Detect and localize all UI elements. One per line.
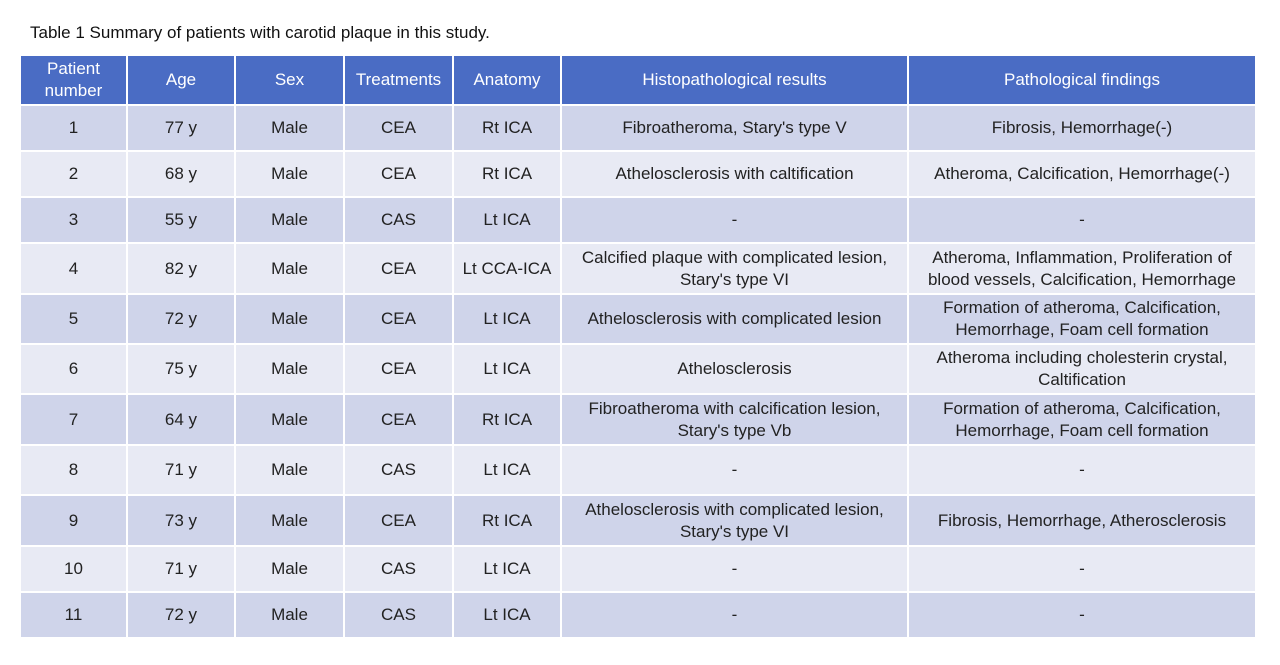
header-treatments: Treatments xyxy=(344,55,453,105)
cell-findings: - xyxy=(908,197,1256,243)
table-row xyxy=(20,592,1256,638)
cell-sex: Male xyxy=(235,394,344,445)
table-row xyxy=(20,495,1256,546)
cell-age: 68 y xyxy=(127,151,235,197)
table-row xyxy=(20,105,1256,151)
cell-sex: Male xyxy=(235,592,344,638)
cell-patient: 2 xyxy=(20,151,127,197)
cell-sex: Male xyxy=(235,495,344,546)
cell-findings: - xyxy=(908,546,1256,592)
cell-histo: Athelosclerosis with complicated lesion xyxy=(561,294,908,344)
cell-anatomy: Rt ICA xyxy=(453,151,561,197)
cell-age: 75 y xyxy=(127,344,235,394)
cell-patient: 5 xyxy=(20,294,127,344)
cell-findings: Atheroma including cholesterin crystal, Caltification xyxy=(908,344,1256,394)
cell-patient: 1 xyxy=(20,105,127,151)
cell-patient: 6 xyxy=(20,344,127,394)
cell-anatomy: Lt ICA xyxy=(453,592,561,638)
cell-sex: Male xyxy=(235,344,344,394)
cell-findings: - xyxy=(908,592,1256,638)
table-row xyxy=(20,394,1256,445)
cell-sex: Male xyxy=(235,197,344,243)
cell-treatment: CEA xyxy=(344,394,453,445)
table-body xyxy=(20,105,1256,638)
cell-treatment: CEA xyxy=(344,151,453,197)
cell-histo: Fibroatheroma with calcification lesion, Stary's type Vb xyxy=(561,394,908,445)
table-row xyxy=(20,546,1256,592)
cell-age: 77 y xyxy=(127,105,235,151)
cell-sex: Male xyxy=(235,445,344,495)
cell-histo: Calcified plaque with complicated lesion, Stary's type VI xyxy=(561,243,908,294)
table-row xyxy=(20,243,1256,294)
cell-anatomy: Lt ICA xyxy=(453,344,561,394)
header-sex: Sex xyxy=(235,55,344,105)
cell-sex: Male xyxy=(235,294,344,344)
cell-patient: 7 xyxy=(20,394,127,445)
cell-findings: - xyxy=(908,445,1256,495)
cell-age: 72 y xyxy=(127,294,235,344)
cell-anatomy: Lt ICA xyxy=(453,546,561,592)
cell-age: 55 y xyxy=(127,197,235,243)
cell-patient: 8 xyxy=(20,445,127,495)
cell-age: 71 y xyxy=(127,546,235,592)
table-row xyxy=(20,294,1256,344)
cell-findings: Fibrosis, Hemorrhage, Atherosclerosis xyxy=(908,495,1256,546)
table-header xyxy=(20,55,1256,105)
header-patient-number: Patient number xyxy=(20,55,127,105)
table-row xyxy=(20,151,1256,197)
cell-anatomy: Rt ICA xyxy=(453,394,561,445)
table-row xyxy=(20,197,1256,243)
cell-treatment: CEA xyxy=(344,105,453,151)
cell-anatomy: Lt CCA-ICA xyxy=(453,243,561,294)
cell-histo: Athelosclerosis with complicated lesion, Stary's type VI xyxy=(561,495,908,546)
patients-table xyxy=(19,54,1257,639)
header-histopathological-results: Histopathological results xyxy=(561,55,908,105)
cell-treatment: CAS xyxy=(344,592,453,638)
cell-histo: - xyxy=(561,197,908,243)
cell-anatomy: Rt ICA xyxy=(453,495,561,546)
cell-histo: Fibroatheroma, Stary's type V xyxy=(561,105,908,151)
cell-sex: Male xyxy=(235,243,344,294)
cell-histo: Athelosclerosis with caltification xyxy=(561,151,908,197)
cell-findings: Formation of atheroma, Calcification, Hemorrhage, Foam cell formation xyxy=(908,294,1256,344)
cell-findings: Atheroma, Calcification, Hemorrhage(-) xyxy=(908,151,1256,197)
cell-age: 73 y xyxy=(127,495,235,546)
header-age: Age xyxy=(127,55,235,105)
cell-patient: 11 xyxy=(20,592,127,638)
cell-anatomy: Lt ICA xyxy=(453,197,561,243)
cell-anatomy: Lt ICA xyxy=(453,445,561,495)
cell-treatment: CEA xyxy=(344,294,453,344)
cell-sex: Male xyxy=(235,151,344,197)
cell-treatment: CEA xyxy=(344,243,453,294)
cell-sex: Male xyxy=(235,105,344,151)
cell-anatomy: Rt ICA xyxy=(453,105,561,151)
table-row xyxy=(20,445,1256,495)
cell-anatomy: Lt ICA xyxy=(453,294,561,344)
table-row xyxy=(20,344,1256,394)
cell-treatment: CEA xyxy=(344,495,453,546)
cell-treatment: CAS xyxy=(344,546,453,592)
cell-treatment: CAS xyxy=(344,445,453,495)
cell-findings: Formation of atheroma, Calcification, Hemorrhage, Foam cell formation xyxy=(908,394,1256,445)
header-anatomy: Anatomy xyxy=(453,55,561,105)
cell-histo: - xyxy=(561,592,908,638)
header-pathological-findings: Pathological findings xyxy=(908,55,1256,105)
header-row xyxy=(20,55,1256,105)
cell-age: 64 y xyxy=(127,394,235,445)
cell-age: 72 y xyxy=(127,592,235,638)
cell-sex: Male xyxy=(235,546,344,592)
cell-histo: - xyxy=(561,546,908,592)
cell-findings: Atheroma, Inflammation, Proliferation of blood vessels, Calcification, Hemorrhage xyxy=(908,243,1256,294)
table-caption: Table 1 Summary of patients with carotid plaque in this study. xyxy=(30,23,490,42)
cell-treatment: CEA xyxy=(344,344,453,394)
cell-patient: 9 xyxy=(20,495,127,546)
cell-patient: 4 xyxy=(20,243,127,294)
cell-patient: 10 xyxy=(20,546,127,592)
cell-patient: 3 xyxy=(20,197,127,243)
cell-findings: Fibrosis, Hemorrhage(-) xyxy=(908,105,1256,151)
cell-histo: - xyxy=(561,445,908,495)
cell-age: 82 y xyxy=(127,243,235,294)
cell-histo: Athelosclerosis xyxy=(561,344,908,394)
cell-age: 71 y xyxy=(127,445,235,495)
cell-treatment: CAS xyxy=(344,197,453,243)
